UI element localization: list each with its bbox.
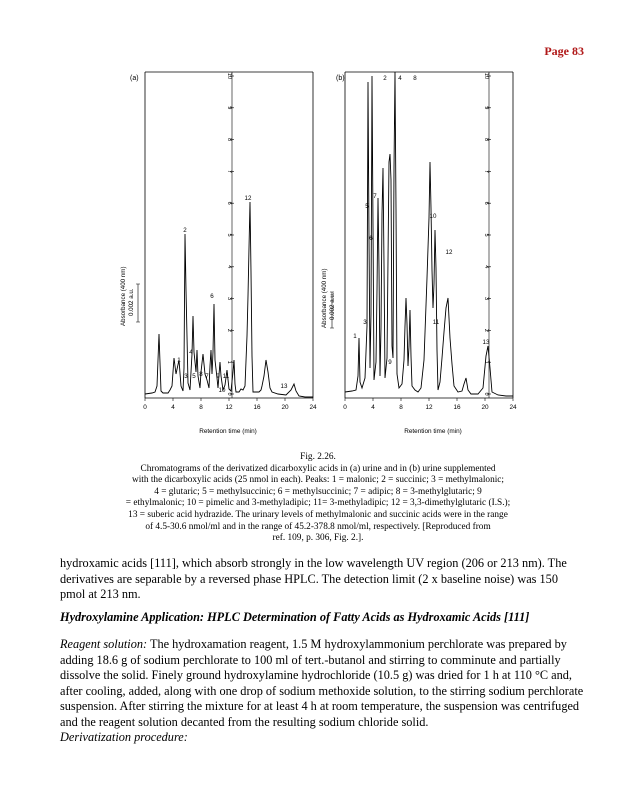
peak-label: 7 xyxy=(373,193,377,200)
x-tick-label: 24 xyxy=(309,404,317,411)
panel-a-side-axis-ticks xyxy=(226,73,234,396)
panel-a-scale-label: 0.002 a.u. xyxy=(128,288,135,316)
x-tick-label: 0 xyxy=(343,404,347,411)
side-tick-label: 0 xyxy=(483,392,489,396)
panel-b-side-axis-ticks xyxy=(483,73,491,396)
x-tick-label: 20 xyxy=(481,404,489,411)
x-tick-label: 4 xyxy=(171,404,175,411)
body-paragraph-1 xyxy=(60,556,585,603)
peak-label: 4 xyxy=(189,349,193,356)
peak-label: 12 xyxy=(445,249,453,256)
side-tick-label: 6 xyxy=(483,201,489,205)
panel-a-peak-labels xyxy=(177,195,288,394)
reagent-text: The hydroxamation reagent, 1.5 M hydroxylammonium perchlorate was prepared by adding 18.6 g of sodium perchlorate to 100 ml of tert.-butanol and stirring to comminute and partially dissolve the solid. Finely ground hydroxylamine hydrochloride (10.5 g) was dried for 1 h at 110 °C and, after cooling, added, along with one drop of sodium methoxide solution, to the stirring sodium perchlorate suspension. After stirring the mixture for at least 4 h at room temperature, the suspension was centrifuged and the reagent solution decanted from the resulting sodium chloride solid. xyxy=(60,637,584,729)
side-tick-label: 10 xyxy=(226,72,232,80)
peak-label: 8 xyxy=(199,371,203,378)
reagent-paragraph xyxy=(60,637,585,730)
panel-a-x-ticks xyxy=(143,398,317,411)
caption-line: Chromatograms of the derivatized dicarboxylic acids in (a) urine and in (b) urine supplemented xyxy=(140,463,496,474)
peak-label: 1 xyxy=(353,333,357,340)
caption-line: 13 = suberic acid hydrazide. The urinary levels of methylmalonic and succinic acids were in the range xyxy=(128,509,508,520)
caption-line: with the dicarboxylic acids (25 nmol in each). Peaks: 1 = malonic; 2 = succinic; 3 = methylmalonic; xyxy=(131,475,505,486)
side-tick-label: 1 xyxy=(483,360,489,364)
peak-label: 7 xyxy=(205,373,209,380)
x-tick-label: 0 xyxy=(143,404,147,411)
side-tick-label: 5 xyxy=(226,233,232,237)
side-tick-label: 8 xyxy=(226,138,232,142)
peak-label: 3 xyxy=(184,373,188,380)
side-tick-label: 7 xyxy=(483,169,489,173)
side-tick-label: 2 xyxy=(226,328,232,332)
x-tick-label: 8 xyxy=(199,404,203,411)
side-tick-label: 4 xyxy=(483,265,489,269)
panel-b-scale-label: 0.002 a.u. xyxy=(329,292,336,320)
panel-b-y-label: Absorbance (400 nm) xyxy=(321,268,328,328)
peak-label: 2 xyxy=(183,227,187,234)
body-paragraph-2 xyxy=(60,637,585,746)
peak-label: 11 xyxy=(222,373,230,380)
paragraph-text: hydroxamic acids [111], which absorb strongly in the low wavelength UV region (206 or 213 nm). The derivatives are separable by a reversed phase HPLC. The detection limit (2 x baseline noise) was 150 pmol at 213 nm. xyxy=(60,556,567,601)
caption-line: ref. 109, p. 306, Fig. 2.]. xyxy=(272,533,364,544)
peak-label: 10 xyxy=(429,213,437,220)
figure-caption xyxy=(92,452,544,545)
peak-label: 10 xyxy=(218,387,226,394)
peak-label: 1 xyxy=(177,357,181,364)
peak-label: 6 xyxy=(369,235,373,242)
peak-label: 12 xyxy=(244,195,252,202)
peak-label: 9 xyxy=(216,373,220,380)
x-tick-label: 12 xyxy=(425,404,433,411)
x-tick-label: 24 xyxy=(509,404,517,411)
caption-line: of 4.5-30.6 nmol/ml and in the range of 45.2-378.8 nmol/ml, respectively. [Reproduced from xyxy=(145,521,491,532)
chromatogram-figure xyxy=(108,58,528,440)
x-tick-label: 12 xyxy=(225,404,233,411)
side-tick-label: 7 xyxy=(226,169,232,173)
peak-label: 5 xyxy=(365,203,369,210)
side-tick-label: 0 xyxy=(226,392,232,396)
panel-b-x-ticks xyxy=(343,398,517,411)
peak-label: 6 xyxy=(210,293,214,300)
side-tick-label: 9 xyxy=(483,106,489,110)
reagent-label: Reagent solution: xyxy=(60,637,148,651)
caption-line: = ethylmalonic; 10 = pimelic and 3-methyladipic; 11= 3-methyladipic; 12 = 3,3-dimethylglutaric (I.S.); xyxy=(125,498,511,509)
x-tick-label: 16 xyxy=(453,404,461,411)
peak-label: 4 xyxy=(398,75,402,82)
panel-a-scale-bar xyxy=(136,284,140,322)
peak-label: 5 xyxy=(192,373,196,380)
side-tick-label: 3 xyxy=(226,297,232,301)
page-number: Page 83 xyxy=(544,44,584,58)
side-tick-label: 1 xyxy=(226,360,232,364)
panel-a-y-label: Absorbance (400 nm) xyxy=(120,266,127,326)
caption-line: 4 = glutaric; 5 = methylsuccinic; 6 = methylsuccinic; 7 = adipic; 8 = 3-methylglutaric; 9 xyxy=(154,486,482,497)
section-heading-block xyxy=(60,610,585,626)
panel-b-x-label: Retention time (min) xyxy=(404,428,462,435)
x-tick-label: 8 xyxy=(399,404,403,411)
derivatization-label: Derivatization procedure: xyxy=(60,730,188,744)
side-tick-label: 10 xyxy=(483,72,489,80)
peak-label: 3 xyxy=(363,319,367,326)
section-heading: Hydroxylamine Application: HPLC Determination of Fatty Acids as Hydroxamic Acids [111] xyxy=(60,610,530,624)
side-tick-label: 5 xyxy=(483,233,489,237)
panel-a-label: (a) xyxy=(130,75,139,82)
x-tick-label: 20 xyxy=(281,404,289,411)
peak-label: 8 xyxy=(413,75,417,82)
side-tick-label: 2 xyxy=(483,328,489,332)
x-tick-label: 16 xyxy=(253,404,261,411)
peak-label: 9 xyxy=(388,359,392,366)
panel-b-label: (b) xyxy=(336,75,345,82)
panel-b xyxy=(321,72,517,435)
peak-label: 13 xyxy=(280,383,288,390)
panel-a xyxy=(120,72,317,435)
caption-title: Fig. 2.26. xyxy=(300,452,336,462)
side-tick-label: 4 xyxy=(226,265,232,269)
peak-label: 11 xyxy=(432,319,440,326)
panel-a-x-label: Retention time (min) xyxy=(199,428,257,435)
x-tick-label: 4 xyxy=(371,404,375,411)
peak-label: 2 xyxy=(383,75,387,82)
side-tick-label: 9 xyxy=(226,106,232,110)
peak-label: 13 xyxy=(482,339,490,346)
side-tick-label: 6 xyxy=(226,201,232,205)
side-tick-label: 8 xyxy=(483,138,489,142)
side-tick-label: 3 xyxy=(483,297,489,301)
